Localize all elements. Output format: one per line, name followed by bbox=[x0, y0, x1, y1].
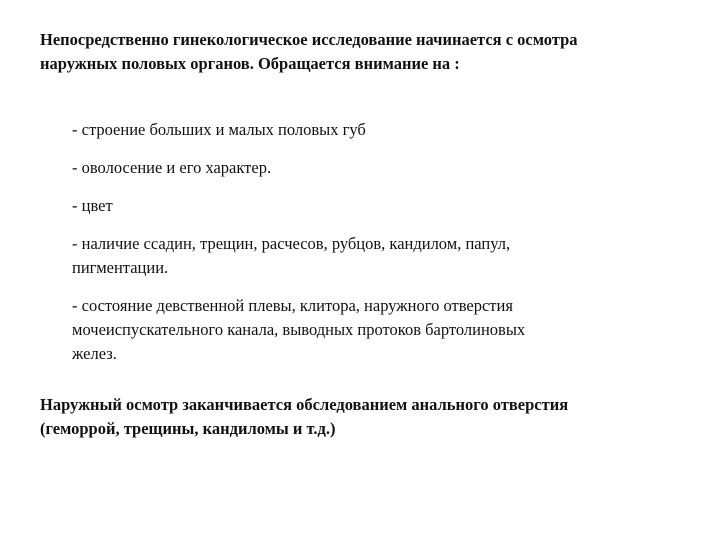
list-item bbox=[72, 232, 672, 280]
list-item bbox=[72, 194, 672, 218]
outro-line: (геморрой, трещины, кандиломы и т.д.) bbox=[40, 419, 336, 438]
intro-line: наружных половых органов. Обращается внимание на : bbox=[40, 54, 460, 73]
list-item bbox=[72, 156, 672, 180]
list-item-text: - оволосение и его характер. bbox=[72, 158, 272, 177]
list-item-text: - цвет bbox=[72, 196, 113, 215]
outro-paragraph bbox=[40, 393, 680, 441]
list-item-text: - состояние девственной плевы, клитора, наружного отверстия bbox=[72, 296, 513, 315]
list-item bbox=[72, 118, 672, 142]
intro-line: Непосредственно гинекологическое исследование начинается с осмотра bbox=[40, 30, 578, 49]
outro-line: Наружный осмотр заканчивается обследованием анального отверстия bbox=[40, 395, 569, 414]
examination-list bbox=[72, 118, 672, 380]
intro-paragraph bbox=[40, 28, 680, 76]
list-item-text: пигментации. bbox=[72, 258, 169, 277]
list-item-text: - наличие ссадин, трещин, расчесов, рубцов, кандилом, папул, bbox=[72, 234, 511, 253]
list-item-text: мочеиспускательного канала, выводных протоков бартолиновых bbox=[72, 320, 526, 339]
list-item bbox=[72, 294, 672, 366]
list-item-text: желез. bbox=[72, 344, 117, 363]
list-item-text: - строение больших и малых половых губ bbox=[72, 120, 366, 139]
